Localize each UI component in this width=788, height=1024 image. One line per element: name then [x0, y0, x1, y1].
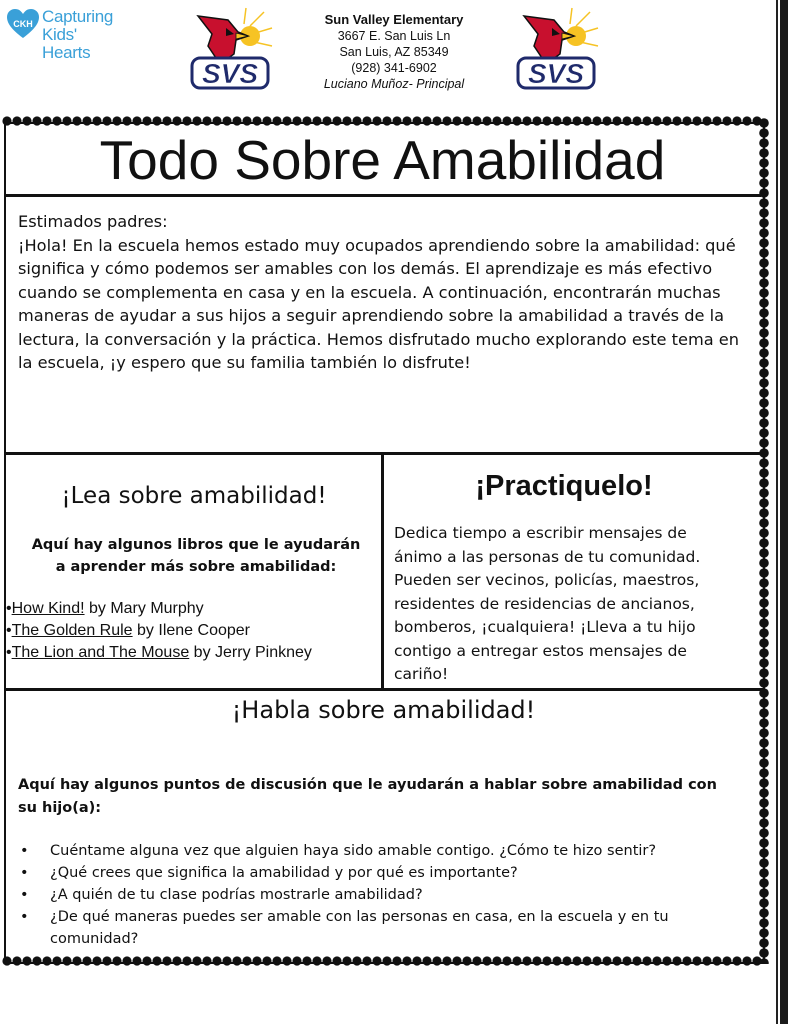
letter-greeting: Estimados padres:: [18, 212, 168, 231]
book-title-link[interactable]: How Kind!: [11, 600, 85, 617]
list-item: •The Lion and The Mouse by Jerry Pinkney: [6, 644, 312, 661]
title-box: [4, 126, 761, 197]
section-divider: [4, 688, 763, 691]
talk-section-title: ¡Habla sobre amabilidad!: [231, 696, 536, 724]
principal-name: Luciano Muñoz- Principal: [323, 77, 465, 91]
heart-icon: [6, 8, 40, 40]
page-edge-bar: [780, 0, 788, 1024]
read-section-title: ¡Lea sobre amabilidad!: [61, 483, 327, 509]
address-line-1: 3667 E. San Luis Ln: [337, 29, 451, 43]
book-list: [6, 598, 382, 664]
bullet-icon: •: [20, 887, 29, 903]
list-item: •The Golden Rule by Ilene Cooper: [6, 622, 250, 639]
letter-section: [18, 210, 746, 375]
cardinal-mascot-logo-left: [190, 6, 274, 96]
book-author: by Jerry Pinkney: [189, 644, 312, 661]
practice-section-title: ¡Practiquelo!: [475, 470, 653, 502]
list-item: • Cuéntame alguna vez que alguien haya sido amable contigo. ¿Cómo te hizo sentir?: [20, 840, 720, 862]
book-title-link[interactable]: The Golden Rule: [11, 622, 133, 639]
list-item: • ¿A quién de tu clase podrías mostrarle amabilidad?: [20, 884, 720, 906]
discussion-points-list: [20, 840, 720, 950]
school-info: [294, 12, 494, 92]
page-title: Todo Sobre Amabilidad: [99, 129, 666, 191]
list-item: • ¿Qué crees que significa la amabilidad y por qué es importante?: [20, 862, 720, 884]
svg-text:CKH: CKH: [13, 19, 33, 29]
letter-body: ¡Hola! En la escuela hemos estado muy ocupados aprendiendo sobre la amabilidad: qué significa y cómo podemos ser amables con los demás. El aprendizaje es más efectivo cuando se complementa en casa y en la escuela. A continuación, encontrarán muchas maneras de ayudar a sus hijos a seguir aprendiendo sobre la amabilidad a través de la lectura, la conversación y la práctica. Hemos disfrutado mucho explorando este tema en la escuela, ¡y espero que su familia también lo disfrute!: [18, 235, 740, 372]
book-author: by Ilene Cooper: [132, 622, 250, 639]
phone-number: (928) 341-6902: [351, 61, 437, 75]
page-edge-line: [776, 0, 778, 1024]
svg-text:SVS: SVS: [201, 58, 259, 89]
book-title-link[interactable]: The Lion and The Mouse: [11, 644, 190, 661]
school-name: Sun Valley Elementary: [324, 12, 464, 27]
bullet-icon: •: [20, 865, 29, 881]
practice-section-text: Dedica tiempo a escribir mensajes de ánimo a las personas de tu comunidad. Pueden ser vecinos, policías, maestros, residentes de residencias de ancianos, bomberos, ¡cualquiera! ¡Lleva a tu hijo contigo a entregar estos mensajes de cariño!: [394, 524, 701, 683]
list-item: •How Kind! by Mary Murphy: [6, 600, 204, 617]
ckh-logo-text: Capturing Kids' Hearts: [42, 7, 114, 62]
bullet-icon: •: [20, 843, 29, 859]
svg-text:SVS: SVS: [527, 58, 585, 89]
talk-section-intro: Aquí hay algunos puntos de discusión que le ayudarán a hablar sobre amabilidad con su hijo(a):: [18, 777, 717, 816]
read-section-intro: Aquí hay algunos libros que le ayudarán a aprender más sobre amabilidad:: [31, 537, 361, 575]
list-item: • ¿De qué maneras puedes ser amable con las personas en casa, en la escuela y en tu comunidad?: [20, 906, 720, 950]
capturing-kids-hearts-logo: [4, 6, 124, 62]
book-author: by Mary Murphy: [84, 600, 204, 617]
address-line-2: San Luis, AZ 85349: [339, 45, 449, 59]
bullet-icon: •: [20, 909, 29, 925]
cardinal-mascot-logo-right: [516, 6, 600, 96]
